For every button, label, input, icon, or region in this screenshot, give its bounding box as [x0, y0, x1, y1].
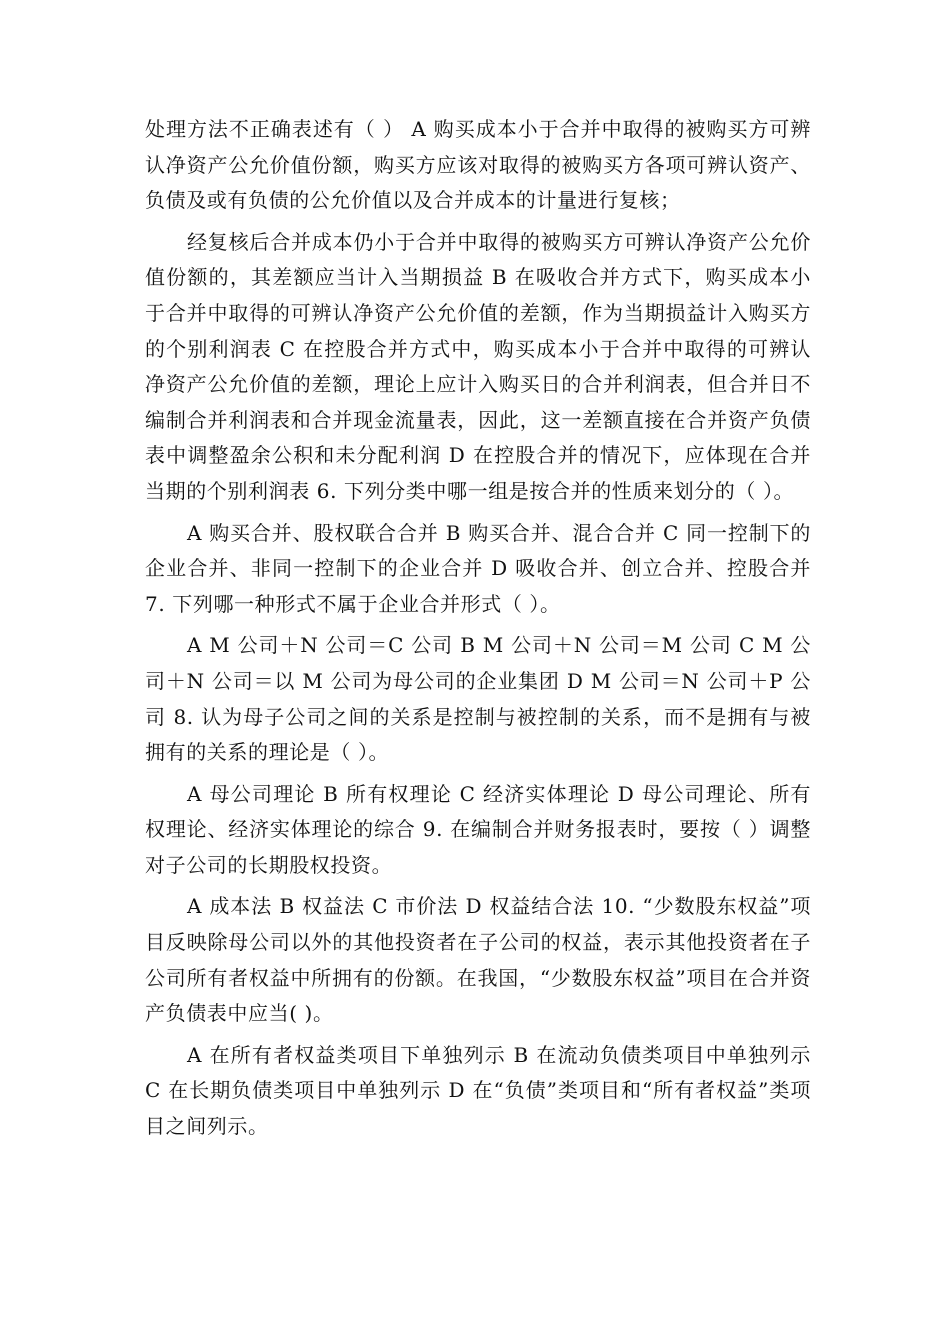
paragraph-2: 经复核后合并成本仍小于合并中取得的被购买方可辨认净资产公允价值份额的，其差额应当计入当期损益 B 在吸收合并方式下，购买成本小于合并中取得的可辨认净资产公允价值的差额，作为当期损益计入购买方的个别利润表 C 在控股合并方式中，购买成本小于合并中取得的可辨认净资产公允价值的差额，理论上应计入购买日的合并利润表，但合并日不编制合并利润表和合并现金流量表，因此，这一差额直接在合并资产负债表中调整盈余公积和未分配利润 D 在控股合并的情况下，应体现在合并当期的个别利润表 6. 下列分类中哪一组是按合并的性质来划分的（ ）。	[145, 229, 811, 503]
document-body	[145, 112, 811, 1151]
paragraph-3: A 购买合并、股权联合合并 B 购买合并、混合合并 C 同一控制下的企业合并、非同一控制下的企业合并 D 吸收合并、创立合并、控股合并 7. 下列哪一种形式不属于企业合并形式（ ）。	[145, 520, 811, 616]
paragraph-6: A 成本法 B 权益法 C 市价法 D 权益结合法 10. “少数股东权益”项目反映除母公司以外的其他投资者在子公司的权益，表示其他投资者在子公司所有者权益中所拥有的份额。在我国，“少数股东权益”项目在合并资产负债表中应当( )。	[145, 894, 811, 1026]
paragraph-7: A 在所有者权益类项目下单独列示 B 在流动负债类项目中单独列示 C 在长期负债类项目中单独列示 D 在“负债”类项目和“所有者权益”类项目之间列示。	[145, 1042, 811, 1139]
paragraph-5: A 母公司理论 B 所有权理论 C 经济实体理论 D 母公司理论、所有权理论、经济实体理论的综合 9. 在编制合并财务报表时，要按（ ）调整对子公司的长期股权投资。	[145, 781, 811, 877]
paragraph-4: A M 公司＋N 公司＝C 公司 B M 公司＋N 公司＝M 公司 C M 公司＋N 公司＝以 M 公司为母公司的企业集团 D M 公司＝N 公司＋P 公司 8. 认为母子公司之间的关系是控制与被控制的关系，而不是拥有与被拥有的关系的理论是（ ）。	[145, 633, 811, 765]
paragraph-1: 处理方法不正确表述有（ ） A 购买成本小于合并中取得的被购买方可辨认净资产公允价值份额，购买方应该对取得的被购买方各项可辨认资产、负债及或有负债的公允价值以及合并成本的计量进行复核；	[145, 117, 811, 213]
